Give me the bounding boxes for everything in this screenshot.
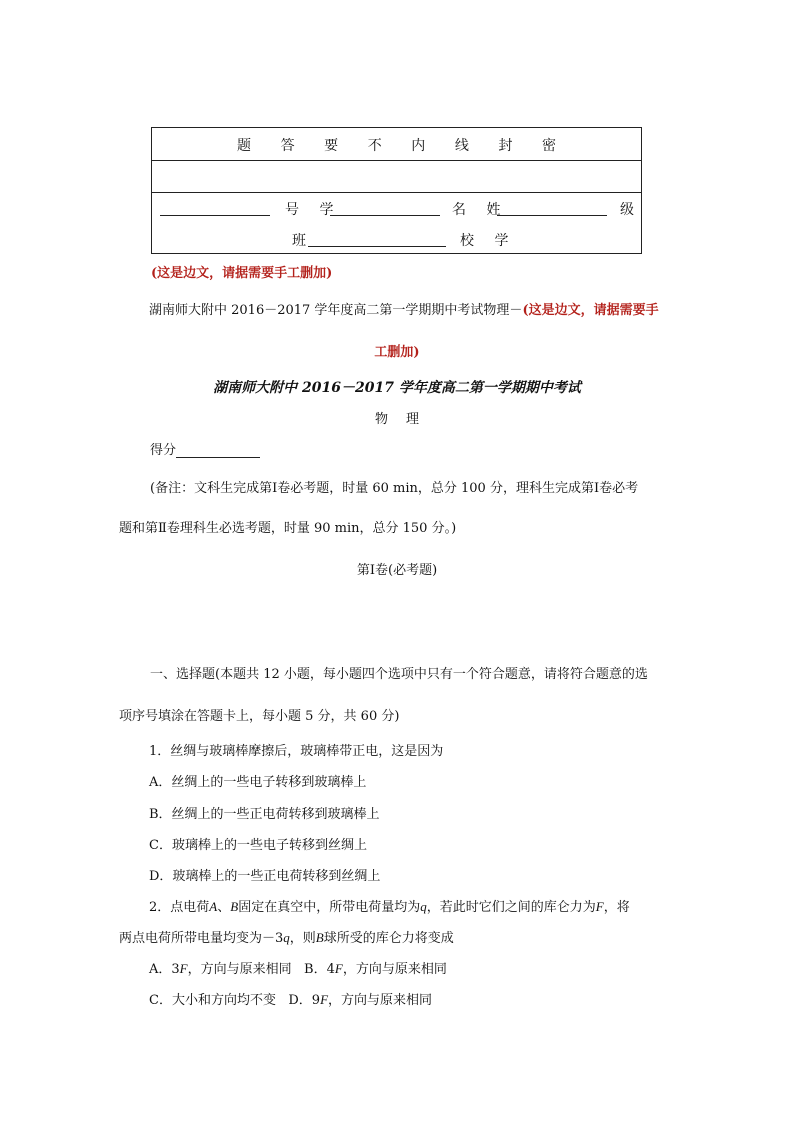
question-1-stem: 1．丝绸与玻璃棒摩擦后，玻璃棒带正电，这是因为 [149, 744, 444, 759]
q2-sep: 、 [217, 900, 231, 915]
exam-title: 湖南师大附中 2016－2017 学年度高二第一学期期中考试 [213, 380, 581, 396]
remark-line-2: 题和第Ⅱ卷理科生必选考题，时量 90 min，总分 150 分。) [119, 521, 457, 536]
question-1-option-c: C．玻璃棒上的一些电子转移到丝绸上 [149, 838, 367, 853]
header-note-cont: 工删加) [374, 345, 420, 360]
section-heading-2: 项序号填涂在答题卡上，每小题 5 分，共 60 分) [119, 709, 400, 724]
var-A: A [209, 899, 218, 914]
var-F: F [334, 961, 343, 976]
q2-option-b-tail: ，方向与原来相同 [342, 962, 447, 977]
warning-char: 线 [454, 138, 469, 154]
q2-text: ，将 [603, 900, 630, 915]
running-header [149, 299, 659, 318]
var-q: q [420, 899, 427, 914]
student-number-field[interactable] [160, 200, 270, 216]
var-B: B [315, 930, 324, 945]
grade-label: 级 [620, 202, 634, 218]
var-F: F [595, 899, 604, 914]
student-name-field[interactable] [330, 200, 440, 216]
var-q: q [283, 930, 290, 945]
score-label: 得分 [150, 443, 177, 458]
binding-blank-row [152, 160, 641, 193]
q2-text: 球所受的库仑力将变成 [323, 931, 454, 946]
warning-char: 要 [324, 138, 339, 154]
warning-char: 密 [541, 138, 556, 154]
q2-option-a: A．3 [149, 962, 180, 977]
q2-option-d: D．9 [288, 993, 321, 1008]
q2-text: ，若此时它们之间的库仑力为 [426, 900, 596, 915]
warning-char: 封 [498, 138, 513, 154]
question-1-option-b: B．丝绸上的一些正电荷转移到玻璃棒上 [149, 807, 380, 822]
header-text: 湖南师大附中 2016－2017 学年度高二第一学期期中考试物理－ [149, 303, 523, 318]
q2-option-c: C．大小和方向均不变 [149, 993, 276, 1008]
question-2-options-cd [149, 989, 432, 1008]
student-name-label: 名 姓 [452, 202, 509, 218]
grade-field[interactable] [497, 200, 607, 216]
question-2-stem-cont [119, 927, 454, 946]
school-label: 校 学 [460, 233, 517, 249]
warning-char: 答 [280, 138, 295, 154]
q2-text: 2．点电荷 [149, 900, 210, 915]
part-title: 第Ⅰ卷(必考题) [356, 563, 438, 578]
binding-info-row [152, 192, 641, 224]
binding-class-row [152, 224, 641, 254]
q2-option-b: B．4 [304, 962, 335, 977]
binding-line-box [151, 127, 642, 254]
score-field[interactable] [176, 443, 260, 458]
section-heading-1: 一、选择题(本题共 12 小题，每小题四个选项中只有一个符合题意，请将符合题意的选 [150, 667, 648, 682]
student-number-label: 号 学 [285, 202, 342, 218]
header-note: (这是边文，请据需要手 [522, 303, 659, 318]
question-1-option-a: A．丝绸上的一些电子转移到玻璃棒上 [149, 775, 367, 790]
q2-option-d-tail: ，方向与原来相同 [328, 993, 433, 1008]
var-B: B [230, 899, 239, 914]
score-line [150, 439, 260, 458]
q2-text: 固定在真空中，所带电荷量均为 [238, 900, 421, 915]
remark-line-1: (备注：文科生完成第Ⅰ卷必考题，时量 60 min，总分 100 分，理科生完成第Ⅰ卷必考 [150, 481, 639, 496]
q2-text: ，则 [289, 931, 316, 946]
q2-option-a-tail: ，方向与原来相同 [187, 962, 292, 977]
var-F: F [179, 961, 188, 976]
margin-note: (这是边文，请据需要手工删加) [151, 266, 333, 281]
question-1-option-d: D．玻璃棒上的一些正电荷转移到丝绸上 [149, 869, 381, 884]
q2-text: 两点电荷所带电量均变为－3 [119, 931, 284, 946]
question-2-options-ab [149, 958, 447, 977]
binding-warning-row [152, 128, 641, 161]
var-F: F [320, 992, 329, 1007]
class-field[interactable] [308, 231, 446, 247]
class-label: 班 [292, 233, 306, 249]
warning-char: 内 [411, 138, 426, 154]
subject-title: 物理 [374, 412, 437, 427]
question-2-stem [149, 896, 630, 915]
warning-char: 题 [237, 138, 251, 154]
warning-char: 不 [367, 138, 382, 154]
